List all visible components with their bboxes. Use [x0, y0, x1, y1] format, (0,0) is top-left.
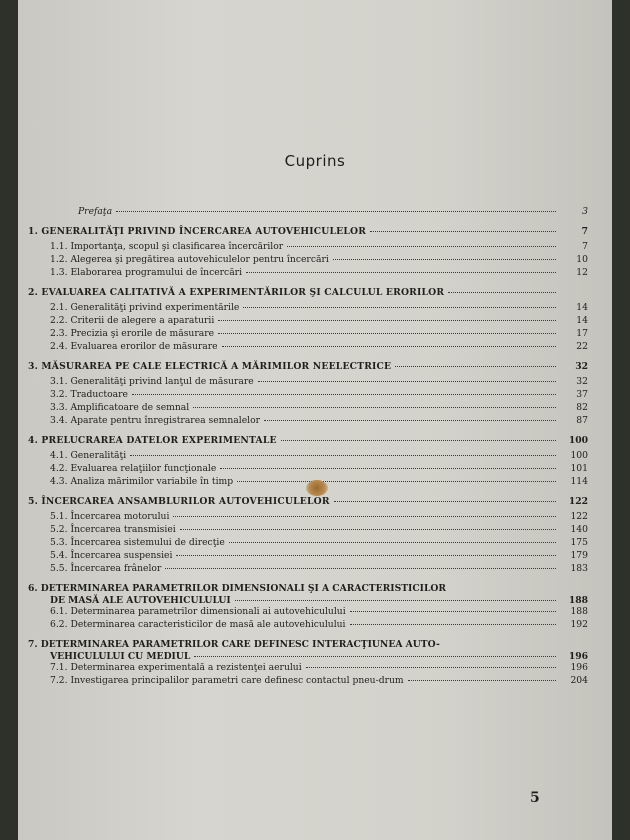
toc-entry-page: 7 — [582, 241, 588, 252]
toc-entry-page: 188 — [570, 606, 588, 617]
dot-leader — [333, 259, 556, 260]
dot-leader — [220, 468, 556, 469]
toc-entry-page: 82 — [576, 402, 588, 413]
toc-entry-page: 12 — [576, 267, 588, 278]
dot-leader — [408, 680, 556, 681]
dot-leader — [130, 455, 556, 456]
dot-leader — [370, 231, 556, 232]
toc-entry-page: 100 — [568, 435, 588, 446]
toc-entry-title: 4. PRELUCRAREA DATELOR EXPERIMENTALE — [28, 435, 277, 446]
toc-preface-row — [28, 206, 588, 217]
toc-entry-title: 2. EVALUAREA CALITATIVĂ A EXPERIMENTĂRILOR ŞI CALCULUL ERORILOR — [28, 287, 445, 298]
toc-entry-title: 2.4. Evaluarea erorilor de măsurare — [50, 341, 218, 352]
toc-entry-page: 183 — [570, 563, 588, 574]
toc-entry-page: 87 — [576, 415, 588, 426]
dot-leader — [448, 292, 556, 293]
dot-leader — [243, 307, 556, 308]
toc-entry-page: 100 — [570, 450, 588, 461]
toc-chapter-title-cont: VEHICULULUI CU MEDIUL — [50, 651, 191, 662]
toc-entry-page: 196 — [570, 662, 588, 673]
toc-entry-page: 192 — [570, 619, 588, 630]
toc-entry-page: 114 — [570, 476, 588, 487]
dot-leader — [306, 667, 556, 668]
dot-leader — [176, 555, 556, 556]
toc-entry-title: 4.2. Evaluarea relaţiilor funcţionale — [50, 463, 217, 474]
toc-chapter-row — [28, 496, 588, 507]
toc-entry-page: 204 — [570, 675, 588, 686]
toc-entry-title: 2.3. Precizia şi erorile de măsurare — [50, 328, 215, 339]
dot-leader — [237, 481, 556, 482]
page-title: Cuprins — [284, 152, 346, 170]
toc-section-row — [28, 662, 588, 673]
toc-entry-title: 5. ÎNCERCAREA ANSAMBLURILOR AUTOVEHICULELOR — [28, 496, 330, 507]
dot-leader — [180, 529, 556, 530]
toc-entry-page: 32 — [575, 361, 588, 372]
dot-leader — [395, 366, 556, 367]
toc-section-row — [28, 619, 588, 630]
toc-entry-title: 7.1. Determinarea experimentală a rezistenţei aerului — [50, 662, 302, 673]
toc-entry-title: 6.2. Determinarea caracteristicilor de masă ale autovehiculului — [50, 619, 346, 630]
toc-entry-title: 3. MĂSURAREA PE CALE ELECTRICĂ A MĂRIMILOR NEELECTRICE — [28, 361, 392, 372]
dot-leader — [194, 656, 556, 657]
toc-section-row — [28, 402, 588, 413]
dot-leader — [281, 440, 556, 441]
dot-leader — [116, 211, 556, 212]
toc-entry-title: 1.3. Elaborarea programului de încercări — [50, 267, 243, 278]
toc-entry-title: 7.2. Investigarea principalilor parametri care definesc contactul pneu-drum — [50, 675, 404, 686]
toc-entry-title: Prefaţa — [78, 206, 113, 217]
toc-entry-title: 5.1. Încercarea motorului — [50, 511, 170, 522]
toc-entry-page: 17 — [576, 328, 588, 339]
toc-entry-title: 4.1. Generalităţi — [50, 450, 127, 461]
toc-entry-title: 1. GENERALITĂŢI PRIVIND ÎNCERCAREA AUTOVEHICULELOR — [28, 226, 367, 237]
dot-leader — [229, 542, 556, 543]
toc-entry-title: 5.5. Încercarea frânelor — [50, 563, 162, 574]
dot-leader — [218, 320, 556, 321]
dot-leader — [173, 516, 556, 517]
toc-entry-page: 101 — [570, 463, 588, 474]
toc-entry-page: 10 — [576, 254, 588, 265]
toc-section-row — [28, 450, 588, 461]
dot-leader — [222, 346, 556, 347]
dot-leader — [218, 333, 556, 334]
toc-section-row — [28, 537, 588, 548]
dot-leader — [132, 394, 556, 395]
toc-chapter-7 — [28, 639, 588, 662]
toc-entry-page: 122 — [568, 496, 588, 507]
toc-section-row — [28, 341, 588, 352]
toc-section-row — [28, 415, 588, 426]
toc-section-row — [28, 241, 588, 252]
dot-leader — [258, 381, 556, 382]
paper-stain — [306, 480, 328, 496]
toc-entry-page: 140 — [570, 524, 588, 535]
toc-chapters — [28, 226, 588, 574]
dot-leader — [246, 272, 556, 273]
dot-leader — [287, 246, 556, 247]
toc-entry-page: 7 — [581, 226, 588, 237]
toc-section-row — [28, 302, 588, 313]
toc-entry-title: 1.2. Alegerea şi pregătirea autovehiculelor pentru încercări — [50, 254, 329, 265]
dot-leader — [334, 501, 556, 502]
toc-section-row — [28, 524, 588, 535]
toc-entry-title: 2.2. Criterii de alegere a aparaturii — [50, 315, 215, 326]
toc-entry-page: 14 — [576, 302, 588, 313]
toc-section-row — [28, 463, 588, 474]
toc-section-row — [28, 254, 588, 265]
toc-entry-title: 5.3. Încercarea sistemului de direcţie — [50, 537, 225, 548]
toc-entry-page: 14 — [576, 315, 588, 326]
toc-section-row — [28, 389, 588, 400]
dot-leader — [350, 624, 557, 625]
toc-section-row — [28, 550, 588, 561]
toc-chapter-row — [28, 226, 588, 237]
dot-leader — [235, 600, 556, 601]
toc-entry-title: 5.4. Încercarea suspensiei — [50, 550, 173, 561]
toc-section-row — [28, 606, 588, 617]
toc-section-row — [28, 511, 588, 522]
toc-section-row — [28, 328, 588, 339]
toc-section-row — [28, 563, 588, 574]
toc-entry-page: 3 — [582, 206, 588, 217]
toc-entry-page: 196 — [568, 651, 588, 662]
toc-chapter-7-items — [28, 662, 588, 686]
toc-section-row — [28, 267, 588, 278]
toc-section-row — [28, 376, 588, 387]
toc-entry-title: 3.2. Traductoare — [50, 389, 128, 400]
toc-entry-title: 3.4. Aparate pentru înregistrarea semnalelor — [50, 415, 261, 426]
page-number: 5 — [530, 790, 540, 806]
toc-entry-title: 1.1. Importanţa, scopul şi clasificarea încercărilor — [50, 241, 284, 252]
table-of-contents — [28, 206, 588, 688]
toc-entry-title: 3.1. Generalităţi privind lanţul de măsurare — [50, 376, 254, 387]
toc-entry-page: 179 — [570, 550, 588, 561]
toc-entry-title: 3.3. Amplificatoare de semnal — [50, 402, 190, 413]
toc-entry-title: 2.1. Generalităţi privind experimentările — [50, 302, 240, 313]
toc-section-row — [28, 315, 588, 326]
toc-entry-title: 5.2. Încercarea transmisiei — [50, 524, 176, 535]
toc-chapter-title: 6. DETERMINAREA PARAMETRILOR DIMENSIONALI ŞI A CARACTERISTICILOR — [28, 583, 447, 594]
toc-chapter-title-cont: DE MASĂ ALE AUTOVEHICULULUI — [50, 595, 231, 606]
toc-entry-page: 175 — [570, 537, 588, 548]
toc-chapter-6-items — [28, 606, 588, 630]
dot-leader — [165, 568, 556, 569]
toc-entry-page: 22 — [576, 341, 588, 352]
toc-entry-page: 188 — [568, 595, 588, 606]
toc-chapter-row — [28, 287, 588, 298]
toc-chapter-row — [28, 435, 588, 446]
toc-entry-page: 37 — [576, 389, 588, 400]
dot-leader — [193, 407, 556, 408]
dot-leader — [264, 420, 556, 421]
book-page — [18, 0, 612, 840]
toc-entry-page: 122 — [570, 511, 588, 522]
toc-chapter-6 — [28, 583, 588, 606]
toc-section-row — [28, 675, 588, 686]
toc-chapter-row — [28, 361, 588, 372]
toc-entry-title: 4.3. Analiza mărimilor variabile în timp — [50, 476, 234, 487]
dot-leader — [350, 611, 556, 612]
toc-entry-page: 32 — [576, 376, 588, 387]
toc-chapter-title: 7. DETERMINAREA PARAMETRILOR CARE DEFINESC INTERACŢIUNEA AUTO- — [28, 639, 440, 650]
toc-entry-title: 6.1. Determinarea parametrilor dimensionali ai autovehiculului — [50, 606, 346, 617]
